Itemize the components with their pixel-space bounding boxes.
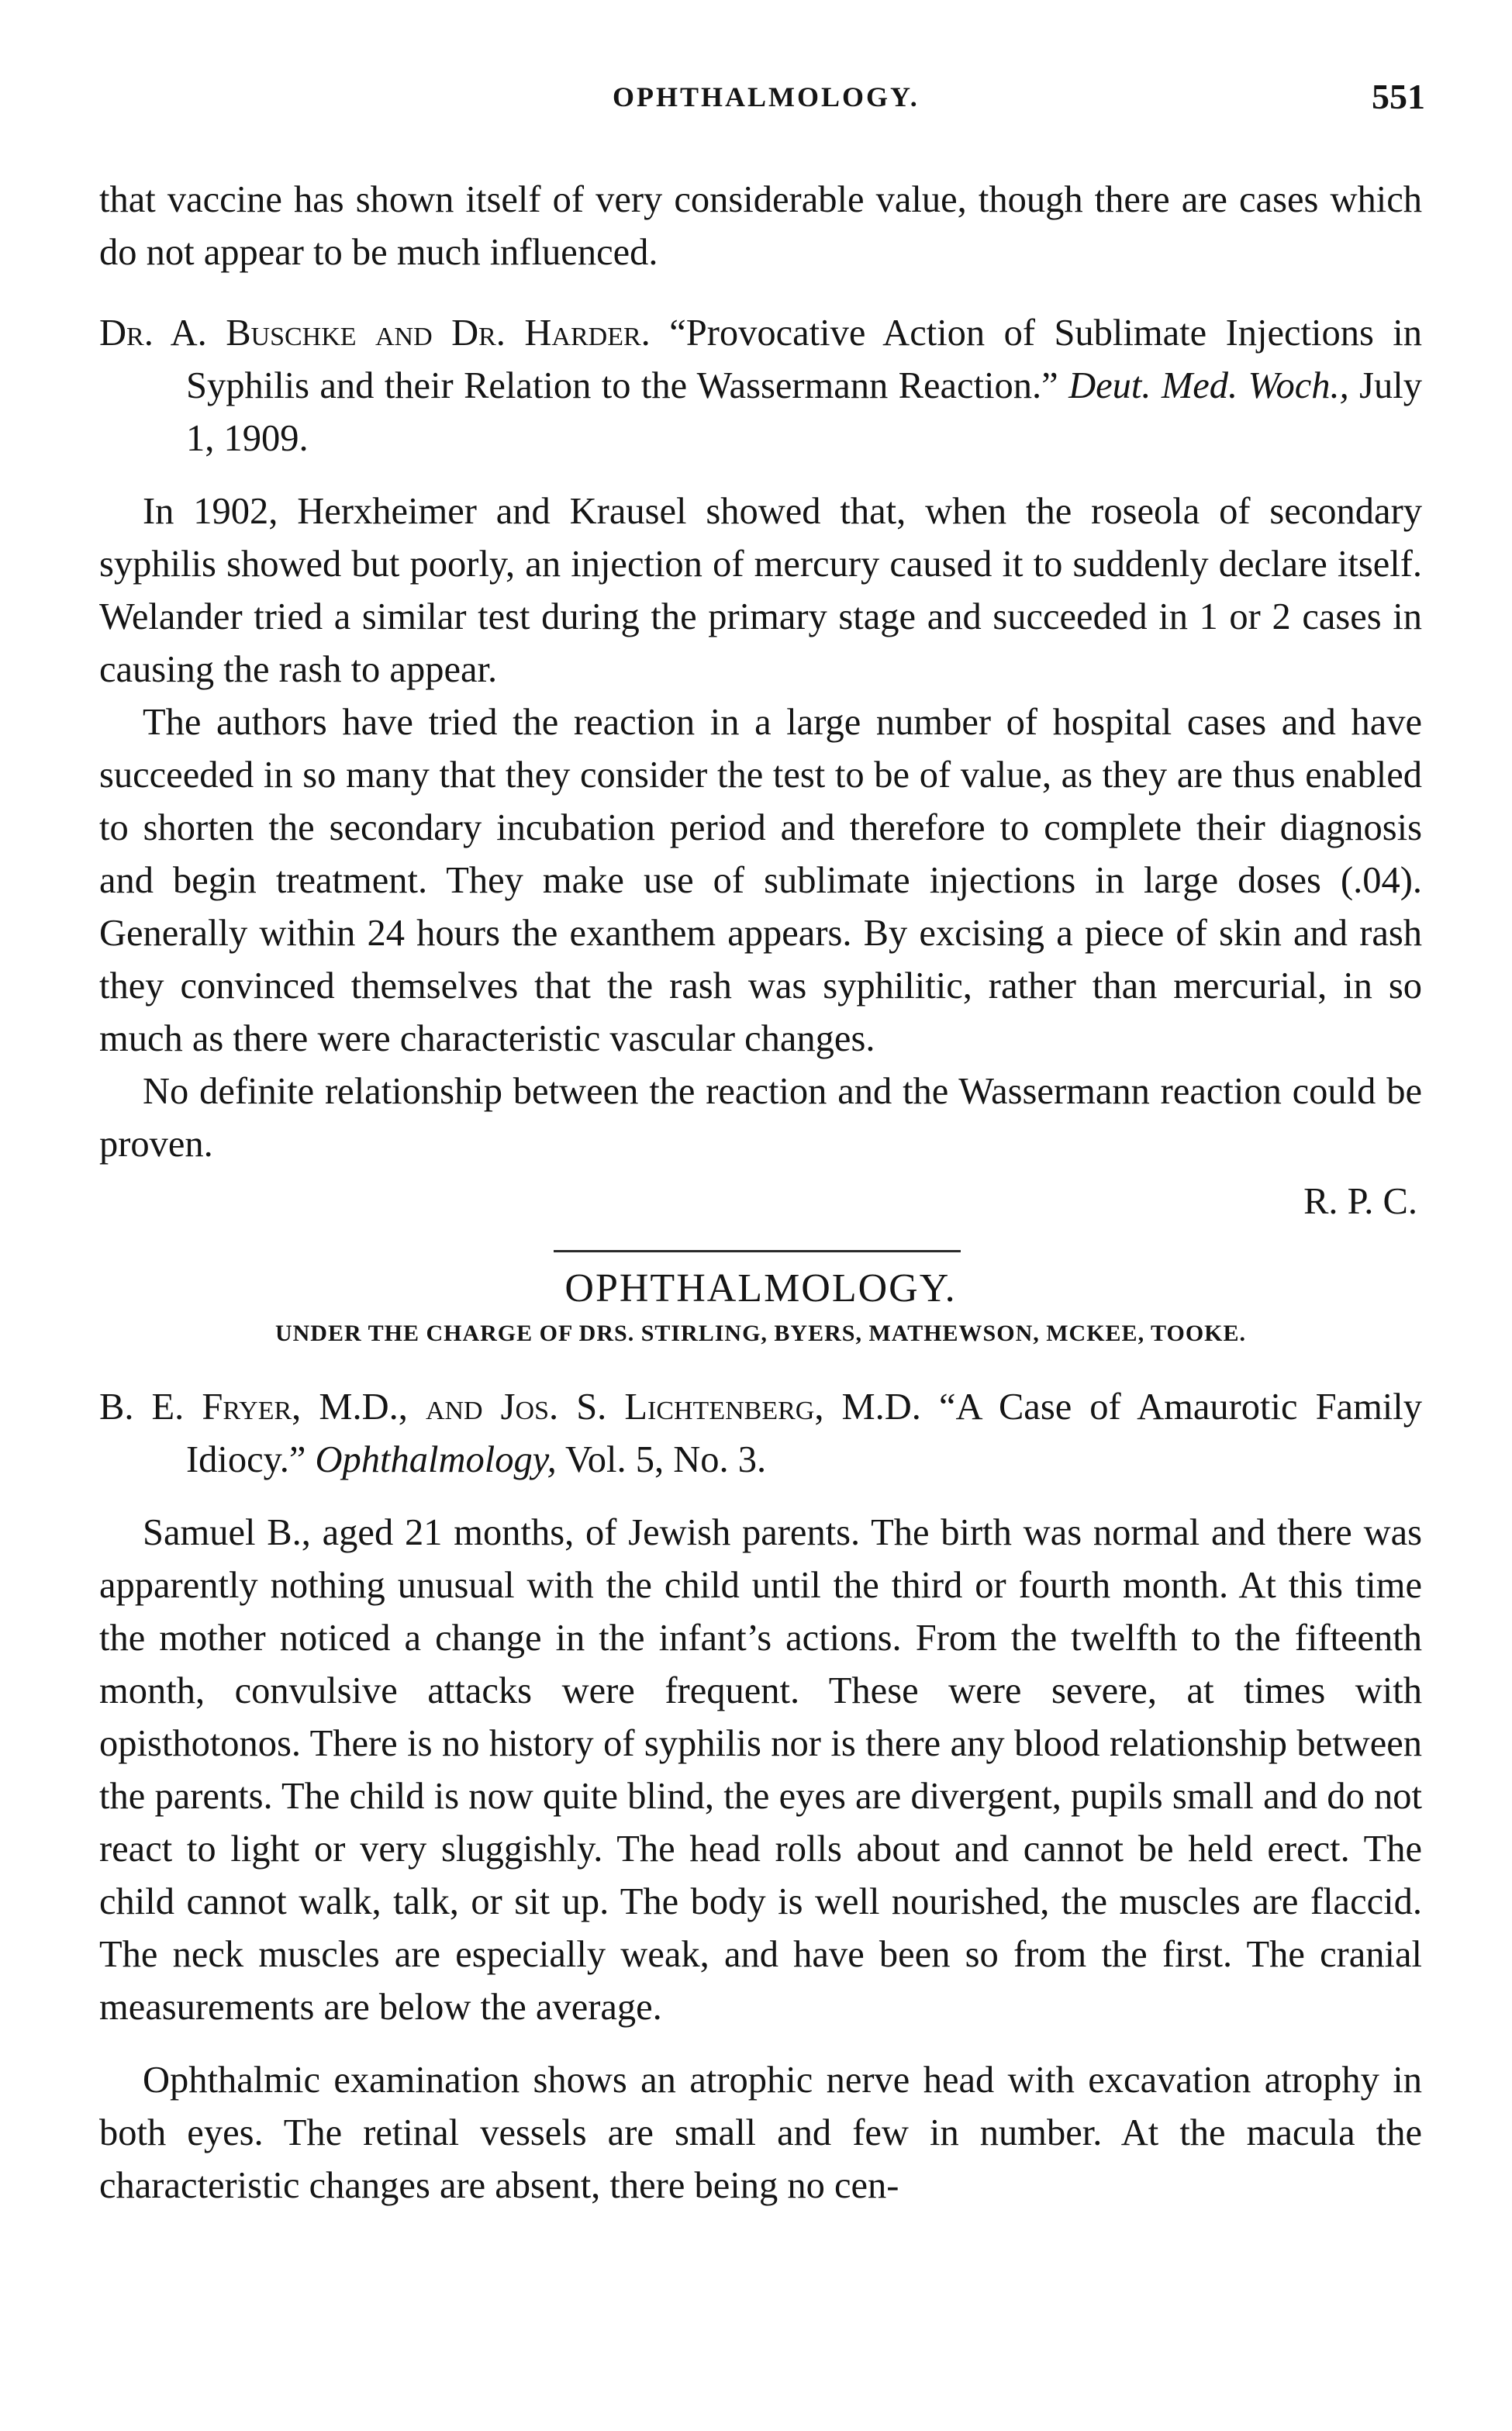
article-date: July 1, 1909. bbox=[186, 365, 1423, 459]
running-head-title: OPHTHALMOLOGY. bbox=[613, 81, 920, 112]
section-heading: OPHTHALMOLOGY. bbox=[564, 1266, 957, 1310]
article-title: “A Case of Amaurotic Family Idiocy.” bbox=[186, 1386, 1422, 1480]
article-reference bbox=[99, 307, 1422, 465]
reviewer-initials: R. P. C. bbox=[1303, 1181, 1417, 1222]
article-authors: B. E. Fryer, M.D., and Jos. S. Lichtenberg, M.D. bbox=[99, 1386, 921, 1428]
article-journal: Ophthalmology, bbox=[315, 1439, 557, 1480]
running-head bbox=[0, 76, 1512, 123]
article-reference bbox=[99, 1381, 1422, 1487]
body-paragraph: The authors have tried the reaction in a large number of hospital cases and have succeeded in so many that they consider the test to be of value, as they are thus enabled to shorten the secondary incubation period and therefore to complete their diagnosis and begin treatment. They make use of sublimate injections in large doses (.04). Generally within 24 hours the exanthem appears. By excising a piece of skin and rash they convinced themselves that the rash was syphilitic, rather than mercurial, in so much as there were characteristic vascular changes. bbox=[99, 702, 1422, 1059]
page-body bbox=[99, 174, 1422, 2212]
body-paragraph: No definite relationship between the reaction and the Wassermann reaction could be proven. bbox=[99, 1071, 1422, 1165]
page-number: 551 bbox=[1372, 77, 1425, 116]
body-paragraph: In 1902, Herxheimer and Krausel showed that, when the roseola of secondary syphilis showed but poorly, an injection of mercury caused it to suddenly declare itself. Welander tried a similar test during the primary stage and succeeded in 1 or 2 cases in causing the rash to appear. bbox=[99, 491, 1422, 690]
article-title: “Provocative Action of Sublimate Injections in Syphilis and their Relation to the Wassermann Reaction.” bbox=[186, 313, 1423, 406]
article-journal: Deut. Med. Woch., bbox=[1068, 365, 1349, 406]
article-authors: Dr. A. Buschke and Dr. Harder. bbox=[99, 313, 651, 354]
body-paragraph: Samuel B., aged 21 months, of Jewish parents. The birth was normal and there was apparently nothing unusual with the child until the third or fourth month. At this time the mother noticed a change in the infant’s actions. From the twelfth to the fifteenth month, convulsive attacks were frequent. These were severe, at times with opisthotonos. There is no history of syphilis nor is there any blood relationship between the parents. The child is now quite blind, the eyes are divergent, pupils small and do not react to light or very sluggishly. The head rolls about and cannot be held erect. The child cannot walk, talk, or sit up. The body is well nourished, the muscles are flaccid. The neck muscles are especially weak, and have been so from the first. The cranial measurements are below the average. bbox=[99, 1512, 1422, 2028]
article-volume: Vol. 5, No. 3. bbox=[564, 1439, 767, 1480]
section-divider bbox=[554, 1250, 961, 1252]
section-editors: UNDER THE CHARGE OF DRS. STIRLING, BYERS, MATHEWSON, MCKEE, TOOKE. bbox=[274, 1321, 1247, 1346]
body-paragraph: Ophthalmic examination shows an atrophic nerve head with excavation atrophy in both eyes. The retinal vessels are small and few in number. At the macula the characteristic changes are absent, there being no cen- bbox=[99, 2060, 1422, 2206]
continuation-paragraph: that vaccine has shown itself of very considerable value, though there are cases which do not appear to be much influenced. bbox=[99, 179, 1422, 273]
